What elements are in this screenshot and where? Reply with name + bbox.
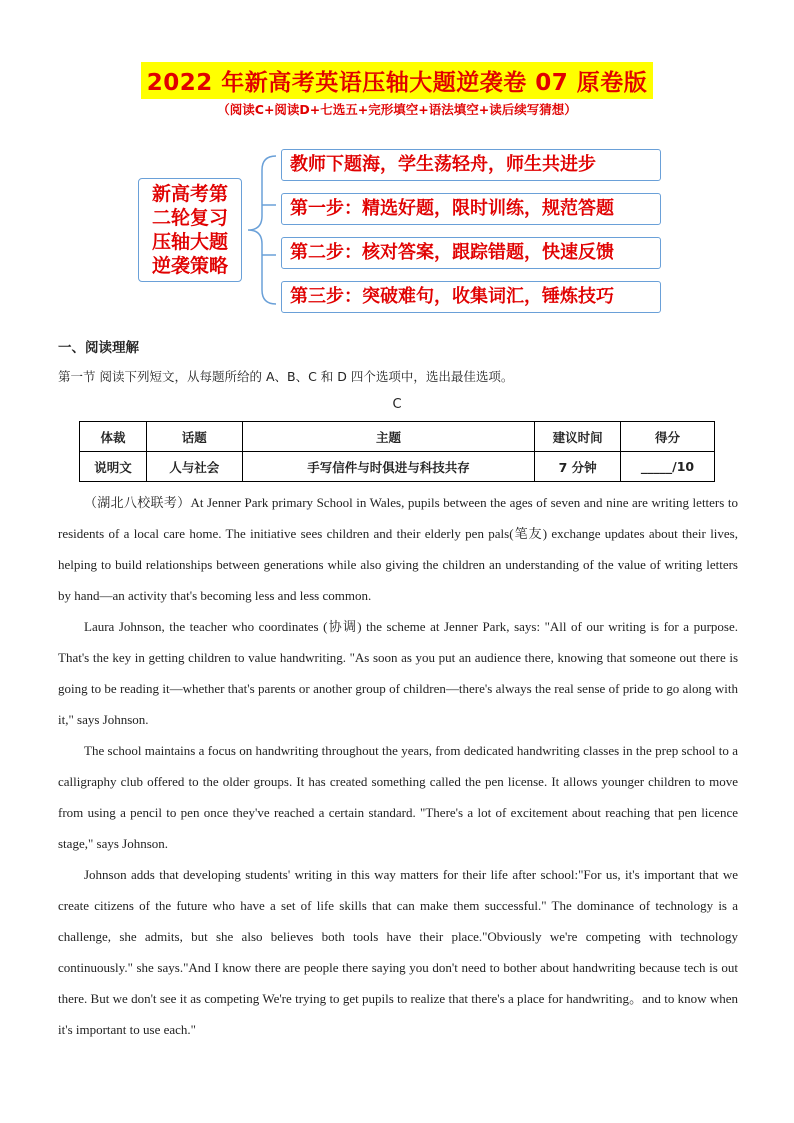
strategy-line: 压轴大题 (151, 231, 228, 253)
table-cell: 人与社会 (146, 452, 242, 482)
section-instructions: 第一节 阅读下列短文，从每题所给的 A、B、C 和 D 四个选项中，选出最佳选项。 (58, 369, 514, 384)
table-cell: 手写信件与时俱进与科技共存 (242, 452, 534, 482)
passage-body (58, 487, 738, 1045)
table-cell: 说明文 (80, 452, 147, 482)
title-wrap (0, 62, 794, 99)
table-row (80, 452, 715, 482)
passage-paragraph: （湖北八校联考）At Jenner Park primary School in Wales, pupils between the ages of seven and nine are writing letters to residents of a local care home. The initiative sees children and their elderly pen pals(笔友) exchange updates about their lives, helping to build relationships between generations while also giving the children an understanding of the value of writing letters by hand—an activity that's becoming less and less common. (58, 495, 738, 603)
strategy-line: 新高考第 (151, 183, 228, 205)
table-header: 得分 (621, 422, 715, 452)
table-header: 体裁 (80, 422, 147, 452)
passage-paragraph: The school maintains a focus on handwriting throughout the years, from dedicated handwriting classes in the prep school to a calligraphy club offered to the older groups. It has created something called the pen license. It allows younger children to move from using a pencil to pen once they've reached a certain standard. "There's a lot of excitement about reaching that pen licence stage," says Johnson. (58, 743, 738, 851)
strategy-line: 二轮复习 (151, 207, 228, 229)
table-header-row (80, 422, 715, 452)
passage-paragraph: Laura Johnson, the teacher who coordinates (协调) the scheme at Jenner Park, says: "All of our writing is for a purpose. That's the key in getting children to value handwriting. "As soon as you put an audience there, knowing that someone out there is going to be reading it—whether that's parents or another group of children—there's always the real sense of pride to go along with it," says Johnson. (58, 619, 738, 727)
strategy-line: 逆袭策略 (151, 255, 228, 277)
step-two: 第二步：核对答案，跟踪错题，快速反馈 (281, 237, 661, 269)
step-intro: 教师下题海，学生荡轻舟，师生共进步 (281, 149, 661, 181)
section-title: 一、阅读理解 (58, 340, 139, 356)
passage-info-table (79, 421, 715, 482)
table-header: 建议时间 (535, 422, 621, 452)
table-cell: 7 分钟 (535, 452, 621, 482)
table-header: 主题 (242, 422, 534, 452)
passage-label: C (392, 397, 402, 412)
strategy-box (138, 178, 242, 282)
table-cell: _____/10 (621, 452, 715, 482)
page-title: 2022 年新高考英语压轴大题逆袭卷 07 原卷版 (141, 62, 654, 99)
step-one: 第一步：精选好题，限时训练，规范答题 (281, 193, 661, 225)
step-three: 第三步：突破难句，收集词汇，锤炼技巧 (281, 281, 661, 313)
strategy-lines (152, 182, 228, 278)
table-header: 话题 (146, 422, 242, 452)
passage-paragraph: Johnson adds that developing students' writing in this way matters for their life after school:"For us, it's important that we create citizens of the future who have a set of life skills that can make them successful." The dominance of technology is a challenge, she admits, but she also believes both tools have their place."Obviously we're competing with technology continuously." she says."And I know there are people there saying you don't need to bother about handwriting because tech is out there. But we don't see it as competing We're trying to get pupils to realize that there's a place for handwriting。and to know when it's important to use each." (58, 867, 738, 1037)
brace-connector (244, 150, 284, 310)
page-subtitle: （阅读C+阅读D+七选五+完形填空+语法填空+读后续写猜想） (217, 102, 577, 117)
